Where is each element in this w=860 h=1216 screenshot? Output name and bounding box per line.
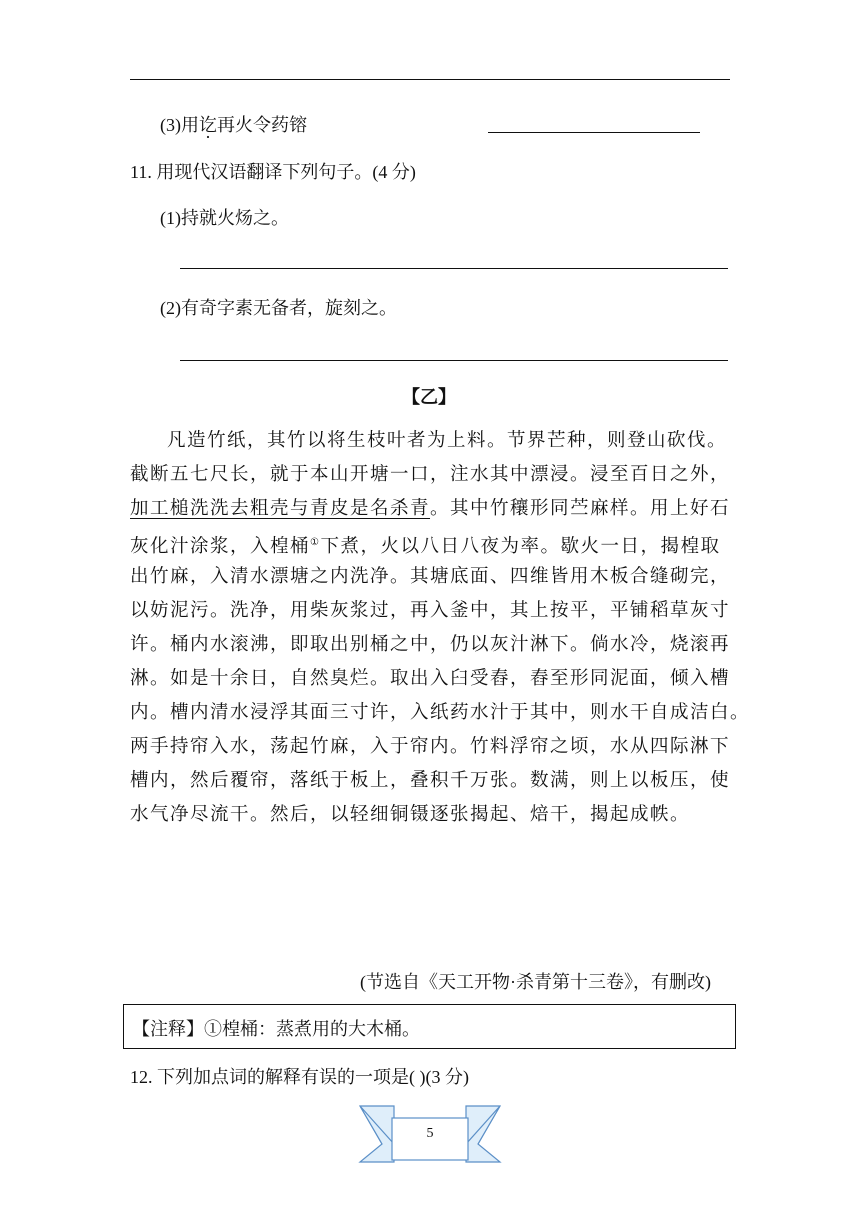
passage-line-part: 灰化汁涂浆，入楻桶 [130, 536, 311, 558]
page-number-ribbon [358, 1104, 502, 1168]
passage-line: 以妨泥污。洗净，用柴灰浆过，再入釜中，其上按平，平铺稻草灰寸 [130, 600, 731, 621]
q12-stem: 12. 下列加点词的解释有误的一项是( )(3 分) [130, 1067, 469, 1087]
passage [130, 424, 751, 832]
footnote-marker: ① [310, 537, 321, 548]
passage-line: 两手持帘入水，荡起竹麻，入于帘内。竹料浮帘之顷，水从四际淋下 [130, 736, 731, 757]
q11-item2-answer-line[interactable] [180, 360, 728, 361]
passage-line [130, 492, 730, 526]
passage-line-part: 下煮，火以八日八夜为率。歇火一日，揭楻取 [320, 536, 721, 558]
passage-line-rest: 。其中竹穰形同苎麻样。用上好石 [430, 498, 731, 519]
passage-line [130, 526, 730, 560]
passage-line: 出竹麻，入清水漂塘之内洗净。其塘底面、四维皆用木板合缝砌完， [130, 566, 731, 587]
section-title: 【乙】 [402, 387, 456, 407]
annotation-box [123, 1004, 736, 1049]
passage-line: 水气净尽流干。然后，以轻细铜镊逐张揭起、焙干，揭起成帙。 [130, 804, 691, 825]
passage-line: 槽内，然后覆帘，落纸于板上，叠积千万张。数满，则上以板压，使 [130, 770, 731, 791]
page-number: 5 [426, 1126, 434, 1141]
q11-item2: (2)有奇字素无备者，旋刻之。 [160, 298, 397, 318]
annotation-text: 【注释】①楻桶：蒸煮用的大木桶。 [132, 1019, 420, 1039]
top-divider [130, 79, 730, 80]
q11-item1: (1)持就火炀之。 [160, 208, 289, 228]
q10-item3-answer-blank[interactable] [488, 132, 700, 133]
passage-line: 许。桶内水滚沸，即取出别桶之中，仍以灰汁淋下。倘水冷，烧滚再 [130, 634, 731, 655]
passage-line: 截断五七尺长，就于本山开塘一口，注水其中漂浸。浸至百日之外， [130, 464, 731, 485]
q10-item3 [160, 113, 307, 137]
passage-line: 内。槽内清水浸浮其面三寸许，入纸药水汁于其中，则水干自成洁白。 [130, 702, 751, 723]
underlined-sentence: 加工槌洗洗去粗壳与青皮是名杀青 [130, 498, 431, 519]
q10-item3-suffix: 再火令药镕 [217, 115, 307, 135]
source-citation: (节选自《天工开物·杀青第十三卷》，有删改) [360, 972, 711, 992]
passage-line: 凡造竹纸，其竹以将生枝叶者为上料。节界芒种，则登山砍伐。 [167, 430, 728, 451]
passage-line: 淋。如是十余日，自然臭烂。取出入臼受舂，舂至形同泥面，倾入槽 [130, 668, 731, 689]
q11-item1-answer-line[interactable] [180, 268, 728, 269]
q11-stem: 11. 用现代汉语翻译下列句子。(4 分) [130, 162, 416, 182]
q10-item3-prefix: (3)用 [160, 115, 199, 135]
q10-item3-dotted-char: 讫 [199, 115, 217, 135]
